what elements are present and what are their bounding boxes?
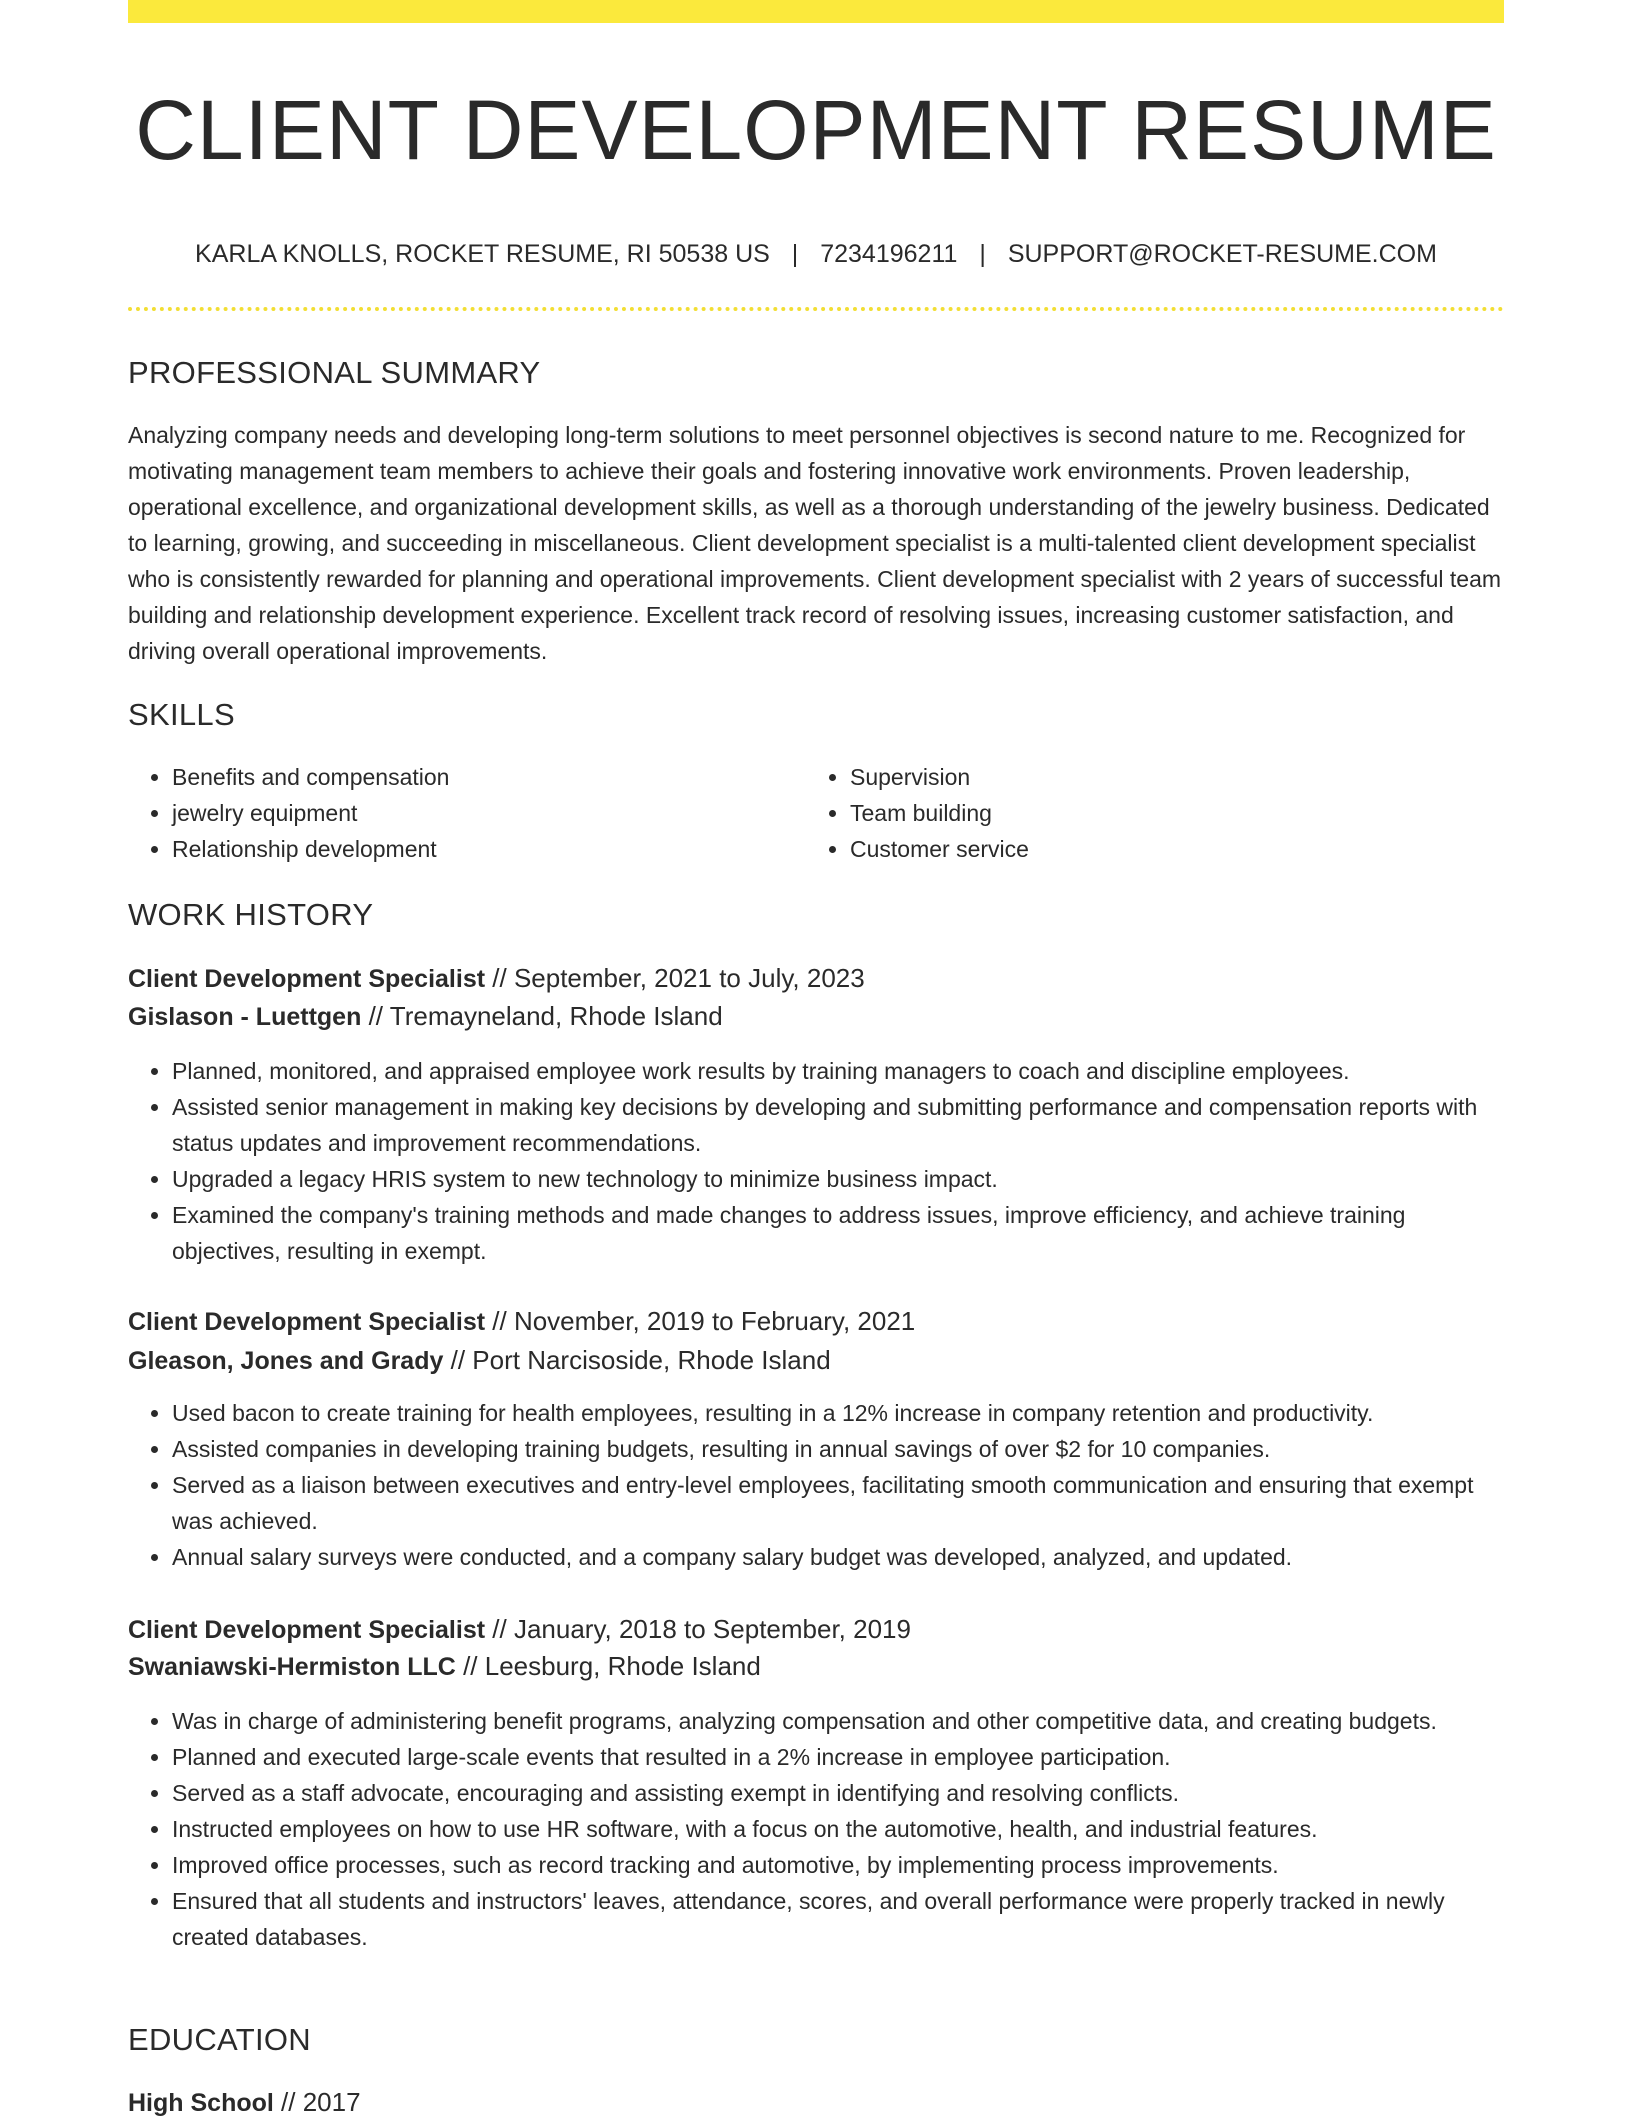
skill-item: • Relationship development [172,831,768,867]
summary-heading: PROFESSIONAL SUMMARY [128,355,541,390]
job-bullets [128,1703,1504,1955]
skill-item: • Benefits and compensation [172,759,768,795]
job-bullet: • Annual salary surveys were conducted, and a company salary budget was developed, analyzed, and updated. [172,1539,1504,1575]
job-bullets [128,1395,1504,1575]
job-bullet: • Planned and executed large-scale events that resulted in a 2% increase in employee participation. [172,1739,1504,1775]
job-location: // Port Narcisoside, Rhode Island [443,1345,831,1375]
job-bullet: • Upgraded a legacy HRIS system to new technology to minimize business impact. [172,1161,1504,1197]
education-year: // 2017 [273,2087,361,2117]
education-school: High School [128,2089,274,2117]
job-company-line [128,1647,761,1686]
job-bullet: • Served as a staff advocate, encouraging and assisting exempt in identifying and resolving conflicts. [172,1775,1504,1811]
job-bullet: • Assisted companies in developing training budgets, resulting in annual savings of over $2 for 10 companies. [172,1431,1504,1467]
skills-left-column [128,759,768,867]
contact-line [128,236,1504,272]
skills-heading: SKILLS [128,697,235,732]
job-company: Gislason - Luettgen [128,1003,362,1031]
contact-separator: | [979,240,986,268]
contact-separator: | [791,240,799,268]
education-heading: EDUCATION [128,2022,311,2057]
job-bullet: • Planned, monitored, and appraised employee work results by training managers to coach and discipline employees. [172,1053,1504,1089]
top-accent-bar [128,0,1504,23]
job-bullet: • Ensured that all students and instructors' leaves, attendance, scores, and overall performance were properly tracked in newly created databases. [172,1883,1504,1955]
contact-email: SUPPORT@ROCKET-RESUME.COM [1007,240,1437,268]
job-dates: // November, 2019 to February, 2021 [485,1306,916,1336]
job-bullet: • Used bacon to create training for health employees, resulting in a 12% increase in company retention and productivity. [172,1395,1504,1431]
job-company-line [128,1341,831,1380]
summary-text: Analyzing company needs and developing long-term solutions to meet personnel objectives is second nature to me. Recognized for motivating management team members to achieve their goals and fostering innovative work environments. Proven leadership, operational excellence, and organizational development skills, as well as a thorough understanding of the jewelry business. Dedicated to learning, growing, and succeeding in miscellaneous. Client development specialist is a multi-talented client development specialist who is consistently rewarded for planning and operational improvements. Client development specialist with 2 years of successful team building and relationship development experience. Excellent track record of resolving issues, increasing customer satisfaction, and driving overall operational improvements. [128,422,1502,664]
contact-phone: 7234196211 [820,240,958,268]
resume-title: CLIENT DEVELOPMENT RESUME [135,83,1497,177]
job-company-line [128,997,723,1036]
job-bullet: • Improved office processes, such as record tracking and automotive, by implementing process improvements. [172,1847,1504,1883]
job-bullet: • Served as a liaison between executives and entry-level employees, facilitating smooth communication and ensuring that exempt was achieved. [172,1467,1504,1539]
job-dates: // September, 2021 to July, 2023 [485,963,865,993]
job-location: // Leesburg, Rhode Island [455,1651,761,1681]
skill-item: • jewelry equipment [172,795,768,831]
job-title-line [128,959,865,998]
skill-item: • Supervision [850,759,1446,795]
job-title: Client Development Specialist [128,1616,486,1644]
job-bullet: • Assisted senior management in making key decisions by developing and submitting performance and compensation reports with status updates and improvement recommendations. [172,1089,1504,1161]
dotted-divider [128,307,1504,311]
work-history-heading: WORK HISTORY [128,897,374,932]
job-bullets [128,1053,1504,1269]
job-title: Client Development Specialist [128,965,486,993]
skill-item: • Team building [850,795,1446,831]
job-company: Swaniawski-Hermiston LLC [128,1653,456,1681]
contact-address: KARLA KNOLLS, ROCKET RESUME, RI 50538 US [195,240,770,268]
skill-item: • Customer service [850,831,1446,867]
job-dates: // January, 2018 to September, 2019 [485,1614,911,1644]
job-location: // Tremayneland, Rhode Island [361,1001,723,1031]
education-line [128,2083,361,2122]
job-title: Client Development Specialist [128,1308,486,1336]
job-bullet: • Was in charge of administering benefit programs, analyzing compensation and other competitive data, and creating budgets. [172,1703,1504,1739]
skills-right-column [806,759,1446,867]
job-bullet: • Examined the company's training methods and made changes to address issues, improve efficiency, and achieve training objectives, resulting in exempt. [172,1197,1504,1269]
job-company: Gleason, Jones and Grady [128,1347,444,1375]
job-title-line [128,1610,911,1649]
job-bullet: • Instructed employees on how to use HR software, with a focus on the automotive, health, and industrial features. [172,1811,1504,1847]
job-title-line [128,1302,915,1341]
